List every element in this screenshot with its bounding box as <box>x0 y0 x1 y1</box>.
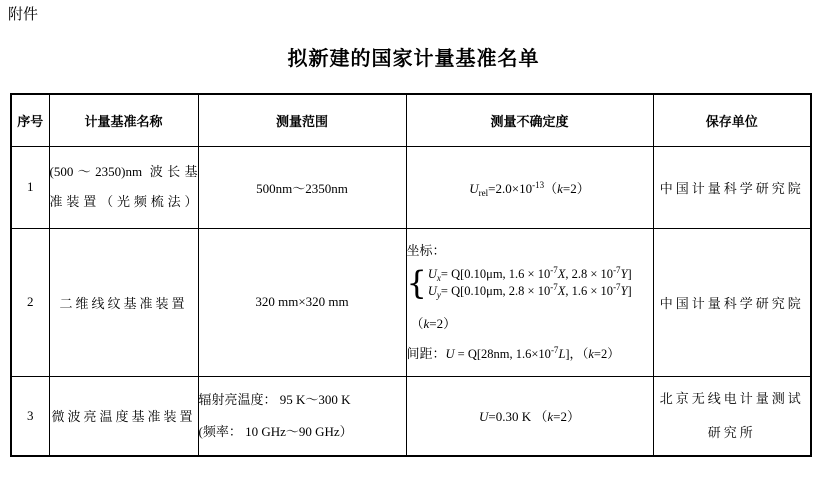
table-row-3 <box>11 376 811 456</box>
k-symbol: k <box>557 180 563 196</box>
uncertainty-formula-y: $U_y= Q[0.10\mu m$, $2.8 \times 10^{-7}X$, $1.6 \times 10^{-7}Y$] <box>427 281 632 300</box>
table-row-1 <box>11 146 811 228</box>
uncertainty-symbol: U <box>469 180 479 196</box>
col-header-measure-range: 测量范围 <box>198 94 406 146</box>
standards-table <box>10 93 812 457</box>
spacing-uncertainty: 间距：U = Q[28nm, $1.6\times 10^{-7}L$]，（k=2） <box>406 344 620 361</box>
serial-cell: 2 <box>11 228 49 376</box>
k-open: （ <box>544 180 558 196</box>
uncertainty-value: =0.30 K <box>488 409 535 425</box>
keeper-org-cell <box>653 376 811 456</box>
brace-glyph: { <box>406 263 427 302</box>
spacing-label: 间距： <box>406 345 446 361</box>
standard-name-cell: 二维线纹基准装置 <box>49 228 198 376</box>
standard-name-cell <box>49 146 198 228</box>
keeper-org-line: 北京无线电计量测试 <box>659 390 804 406</box>
k-close: =2） <box>553 409 580 425</box>
range-temperature-line: 辐射亮温度： 95 K～300 K <box>198 391 351 407</box>
keeper-org-line: 研究所 <box>707 424 756 440</box>
attachment-label: 附件 <box>8 7 39 23</box>
serial-cell: 3 <box>11 376 49 456</box>
col-header-keeper-org: 保存单位 <box>653 94 811 146</box>
coordinate-label: 坐标： <box>406 242 446 258</box>
measure-range-cell: 320 mm×320 mm <box>198 228 406 376</box>
k-close: =2） <box>562 180 590 196</box>
col-header-uncertainty: 测量不确定度 <box>406 94 653 146</box>
uncertainty-cell <box>406 376 653 456</box>
standard-name-line: (500～2350)nm 波长基 <box>49 164 198 179</box>
coverage-factor: （k=2） <box>410 315 457 331</box>
uncertainty-symbol: U <box>478 409 489 425</box>
standard-name-cell: 微波亮温度基准装置 <box>49 376 198 456</box>
measure-range-cell: 500nm～2350nm <box>198 146 406 228</box>
uncertainty-value: =2.0×10 <box>488 180 533 196</box>
k-open: （ <box>534 409 548 425</box>
serial-cell: 1 <box>11 146 49 228</box>
equation-system <box>406 263 653 302</box>
uncertainty-formula-x: $U_x= Q[0.10\mu m$, $1.6 \times 10^{-7}X$, $2.8 \times 10^{-7}Y$] <box>427 264 632 283</box>
keeper-org-cell: 中国计量科学研究院 <box>653 146 811 228</box>
col-header-serial: 序号 <box>11 94 49 146</box>
uncertainty-subscript: rel <box>478 187 489 198</box>
standard-name-line: 准装置（光频梳法） <box>49 194 198 209</box>
uncertainty-cell <box>406 228 653 376</box>
keeper-org-cell: 中国计量科学研究院 <box>653 228 811 376</box>
table-header-row <box>11 94 811 146</box>
measure-range-cell <box>198 376 406 456</box>
range-frequency-line: (频率： 10 GHz～90 GHz） <box>198 423 353 439</box>
col-header-standard-name: 计量基准名称 <box>49 94 198 146</box>
uncertainty-exponent: -13 <box>532 179 545 190</box>
uncertainty-cell <box>406 146 653 228</box>
k-symbol: k <box>547 409 554 425</box>
table-row-2 <box>11 228 811 376</box>
page-title: 拟新建的国家计量基准名单 <box>287 48 540 70</box>
